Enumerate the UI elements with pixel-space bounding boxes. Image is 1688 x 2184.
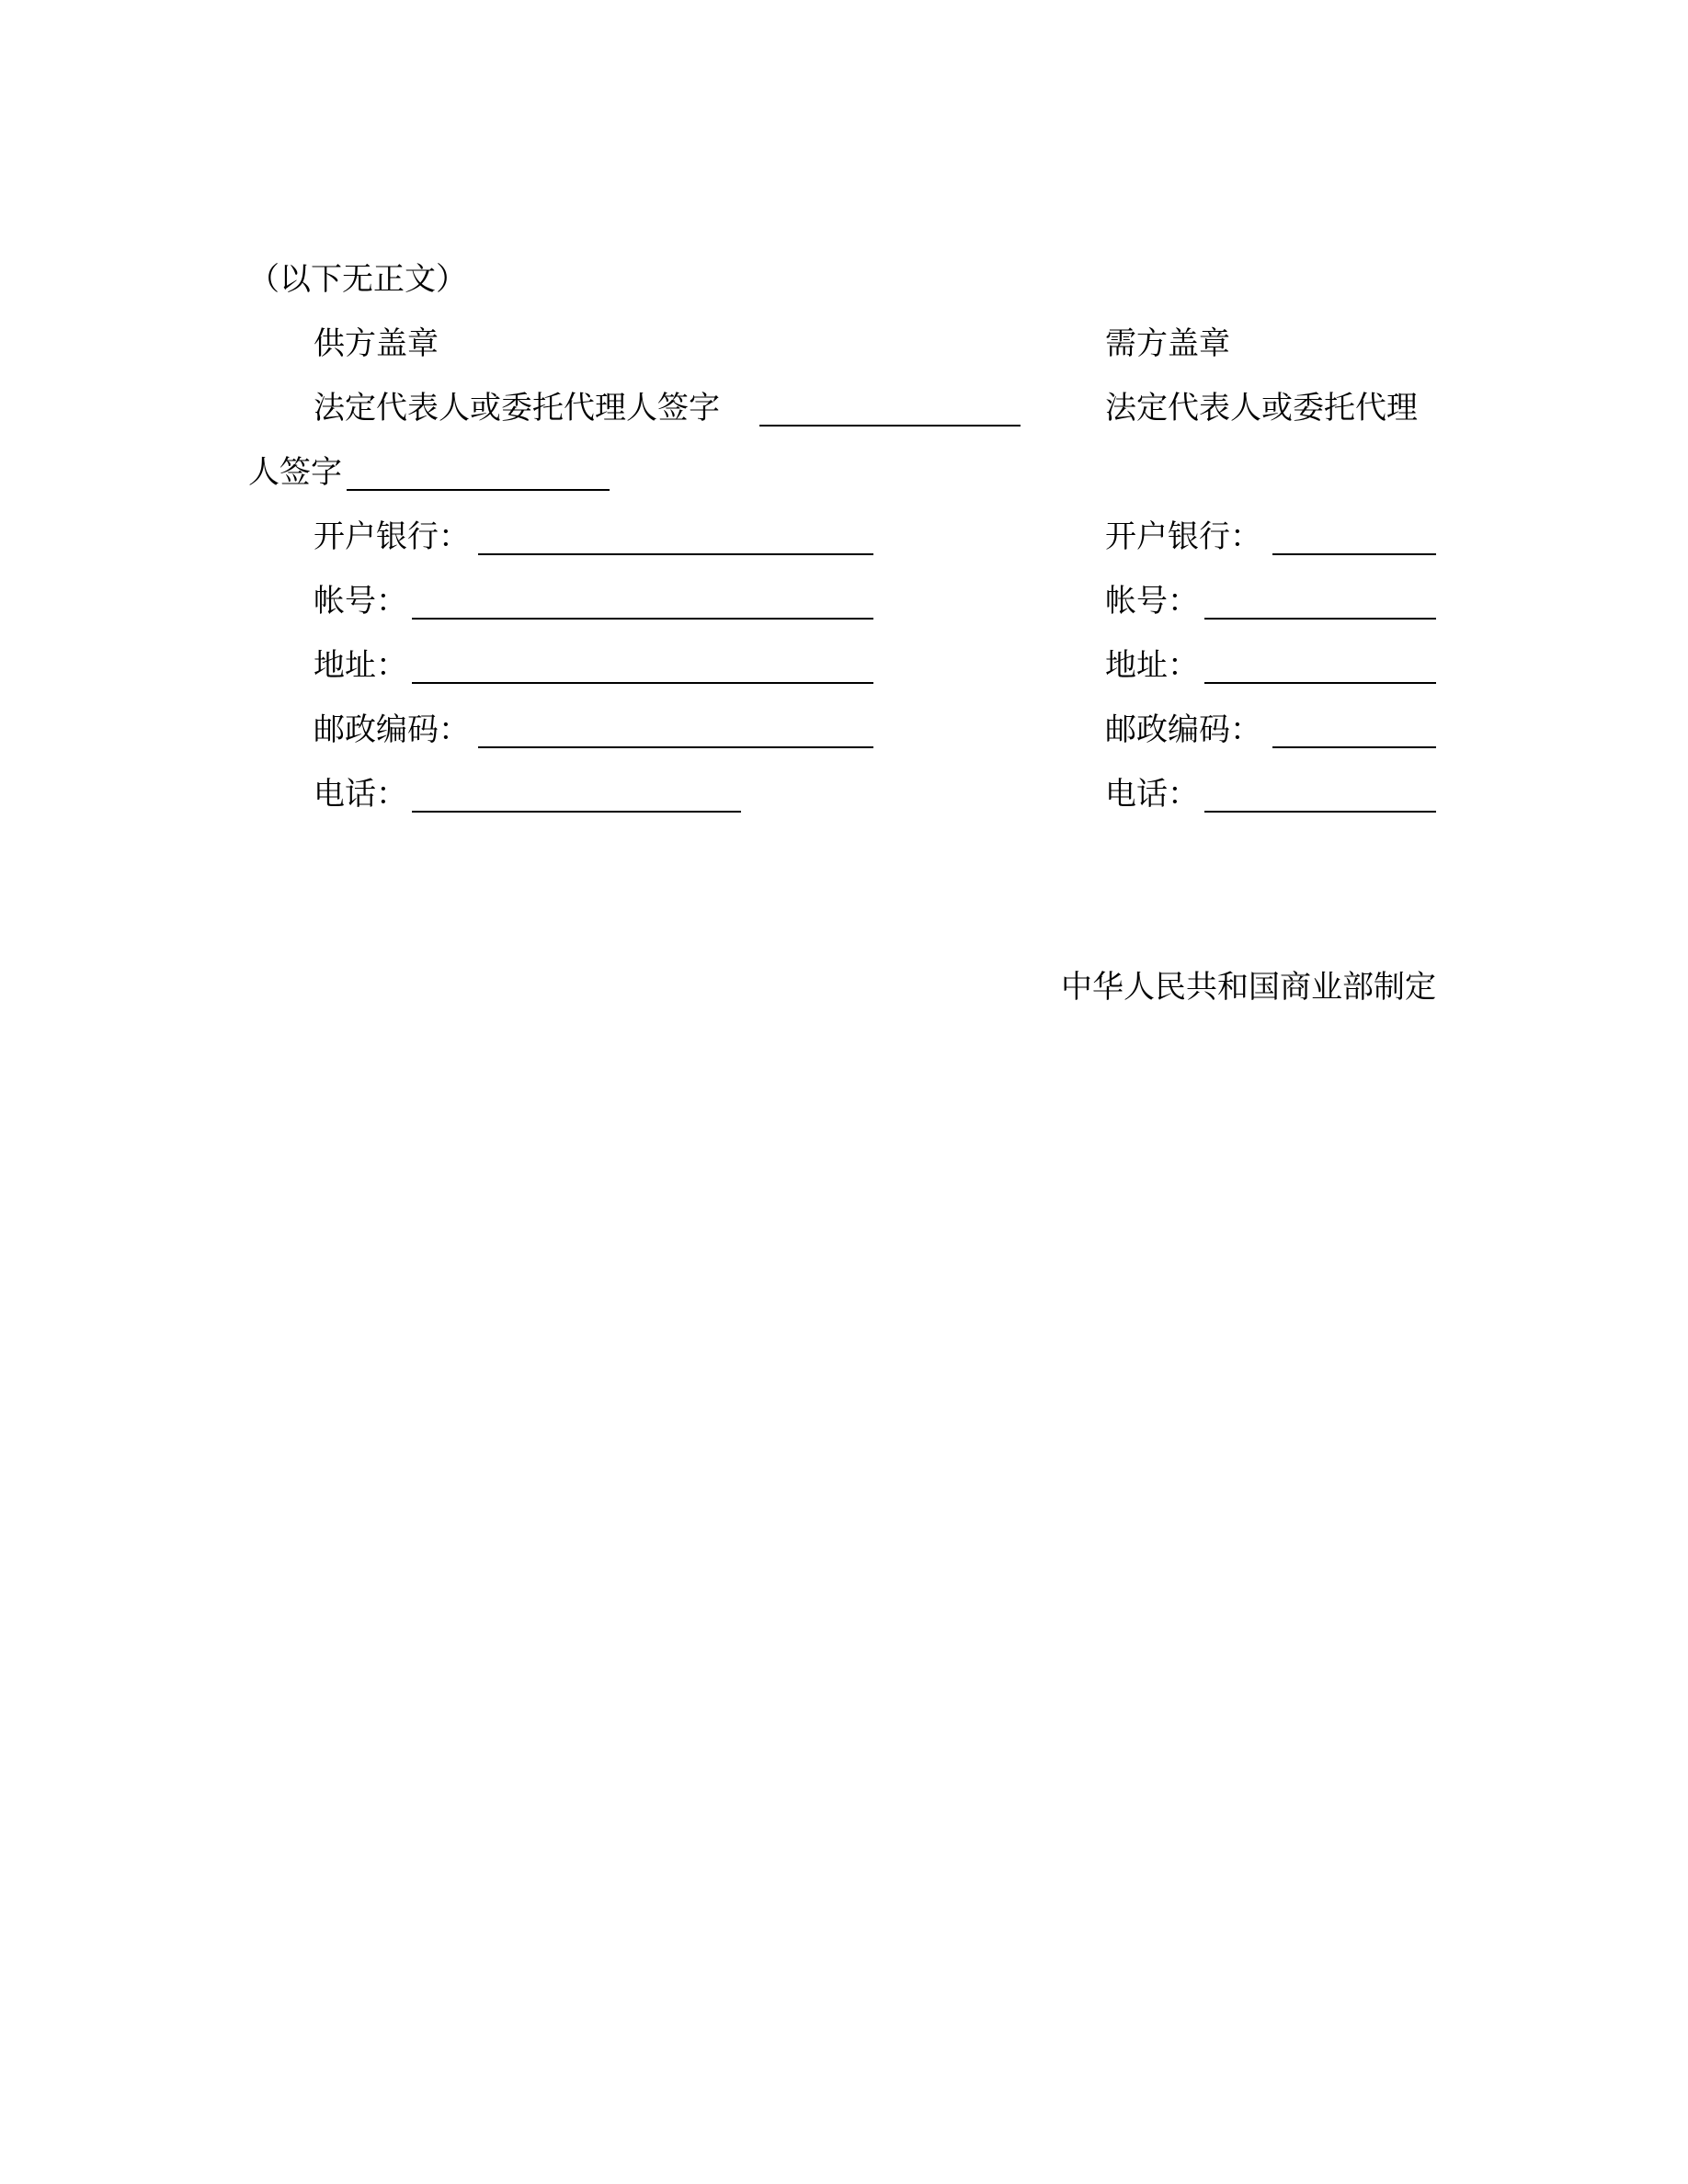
buyer-bank-label: 开户银行： bbox=[1105, 518, 1261, 555]
supplier-seal-label: 供方盖章 bbox=[314, 325, 439, 362]
buyer-signature-label-line2: 人签字 bbox=[248, 454, 342, 491]
buyer-signature-field[interactable] bbox=[347, 489, 610, 491]
buyer-phone-label: 电话： bbox=[1105, 776, 1199, 813]
buyer-postcode-label: 邮政编码： bbox=[1105, 711, 1261, 748]
buyer-address-field[interactable] bbox=[1204, 682, 1436, 684]
supplier-signature-field[interactable] bbox=[759, 425, 1021, 427]
supplier-bank-label: 开户银行： bbox=[314, 518, 470, 555]
issuer-statement: 中华人民共和国商业部制定 bbox=[1061, 969, 1436, 1006]
supplier-signature-label: 法定代表人或委托代理人签字 bbox=[314, 390, 720, 427]
buyer-signature-label-line1: 法定代表人或委托代理 bbox=[1105, 390, 1418, 427]
supplier-address-label: 地址： bbox=[314, 647, 407, 684]
end-of-text-note: （以下无正文） bbox=[248, 261, 467, 298]
buyer-postcode-field[interactable] bbox=[1272, 746, 1436, 748]
supplier-postcode-field[interactable] bbox=[478, 746, 873, 748]
supplier-account-field[interactable] bbox=[412, 618, 873, 620]
supplier-address-field[interactable] bbox=[412, 682, 873, 684]
buyer-phone-field[interactable] bbox=[1204, 811, 1436, 813]
supplier-phone-field[interactable] bbox=[412, 811, 741, 813]
buyer-account-label: 帐号： bbox=[1105, 583, 1199, 620]
buyer-seal-label: 需方盖章 bbox=[1105, 325, 1230, 362]
buyer-account-field[interactable] bbox=[1204, 618, 1436, 620]
supplier-phone-label: 电话： bbox=[314, 776, 407, 813]
supplier-postcode-label: 邮政编码： bbox=[314, 711, 470, 748]
buyer-bank-field[interactable] bbox=[1272, 553, 1436, 555]
supplier-bank-field[interactable] bbox=[478, 553, 873, 555]
supplier-account-label: 帐号： bbox=[314, 583, 407, 620]
buyer-address-label: 地址： bbox=[1105, 647, 1199, 684]
